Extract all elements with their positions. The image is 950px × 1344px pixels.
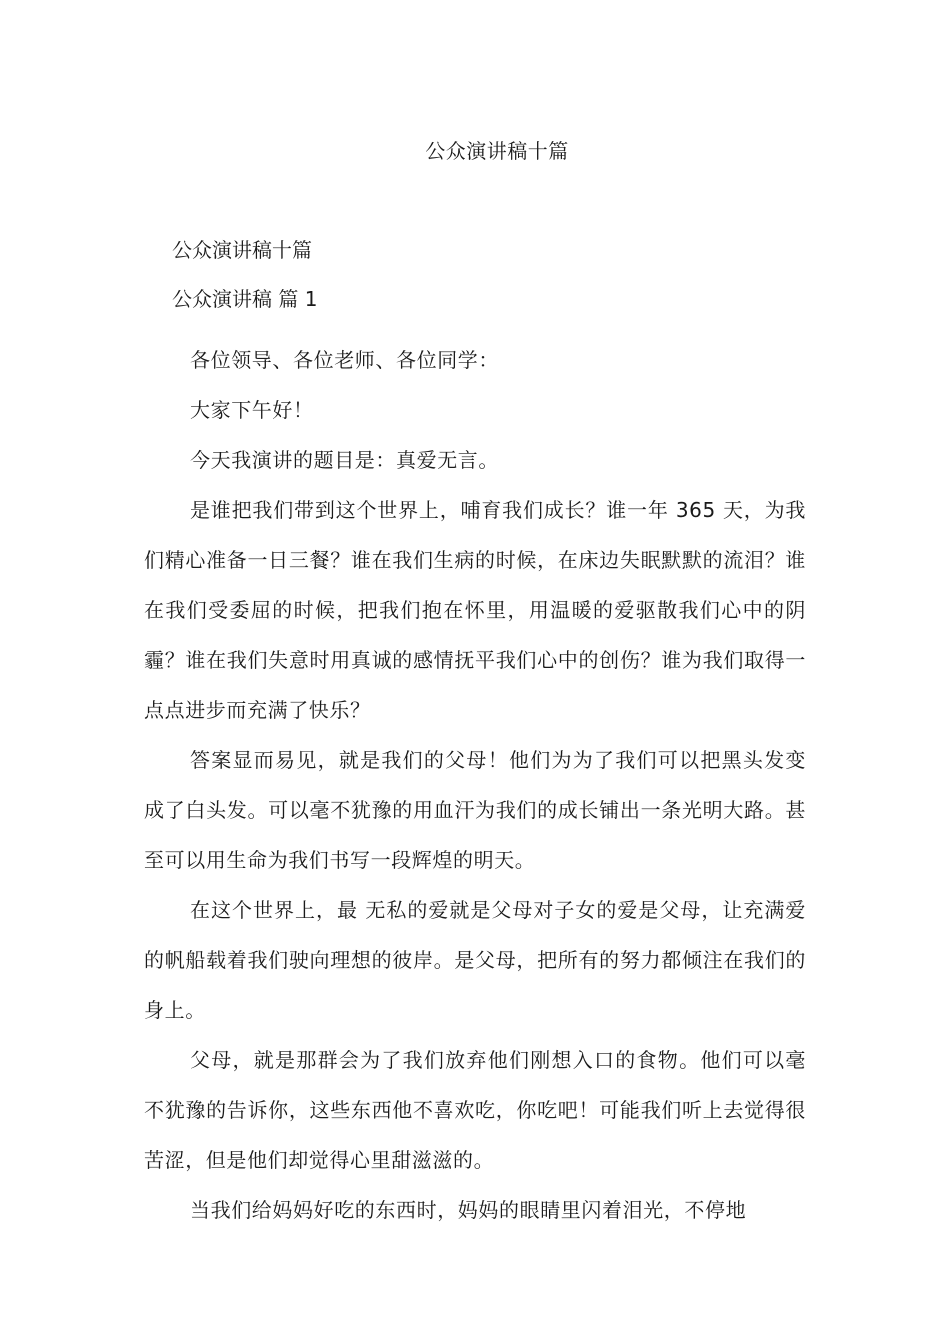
- paragraph: 父母，就是那群会为了我们放弃他们刚想入口的食物。他们可以毫不犹豫的告诉你，这些东西他不喜欢吃，你吃吧！可能我们听上去觉得很苦涩，但是他们却觉得心里甜滋滋的。: [144, 1048, 806, 1172]
- paragraph: 在这个世界上，最 无私的爱就是父母对子女的爱是父母，让充满爱的帆船载着我们驶向理想的彼岸。是父母，把所有的努力都倾注在我们的身上。: [144, 898, 806, 1022]
- document-title: 公众演讲稿十篇: [425, 139, 569, 163]
- paragraph: 当我们给妈妈好吃的东西时，妈妈的眼睛里闪着泪光，不停地: [190, 1198, 747, 1222]
- document-heading: 公众演讲稿十篇: [172, 238, 312, 262]
- paragraph: 答案显而易见，就是我们的父母！他们为为了我们可以把黑头发变成了白头发。可以毫不犹豫的用血汗为我们的成长铺出一条光明大路。甚至可以用生命为我们书写一段辉煌的明天。: [144, 748, 806, 872]
- paragraph-salutation: 各位领导、各位老师、各位同学：: [190, 348, 499, 372]
- paragraph-greeting: 大家下午好！: [190, 398, 314, 422]
- paragraph-topic: 今天我演讲的题目是：真爱无言。: [190, 448, 499, 472]
- speech-body: [144, 335, 806, 1235]
- paragraph: 是谁把我们带到这个世界上，哺育我们成长？谁一年 365 天，为我们精心准备一日三餐？谁在我们生病的时候，在床边失眠默默的流泪？谁在我们受委屈的时候，把我们抱在怀里，用温暖的爱驱散我们心中的阴霾？谁在我们失意时用真诚的感情抚平我们心中的创伤？谁为我们取得一点点进步而充满了快乐？: [144, 498, 806, 722]
- section-heading: 公众演讲稿 篇 1: [172, 287, 318, 311]
